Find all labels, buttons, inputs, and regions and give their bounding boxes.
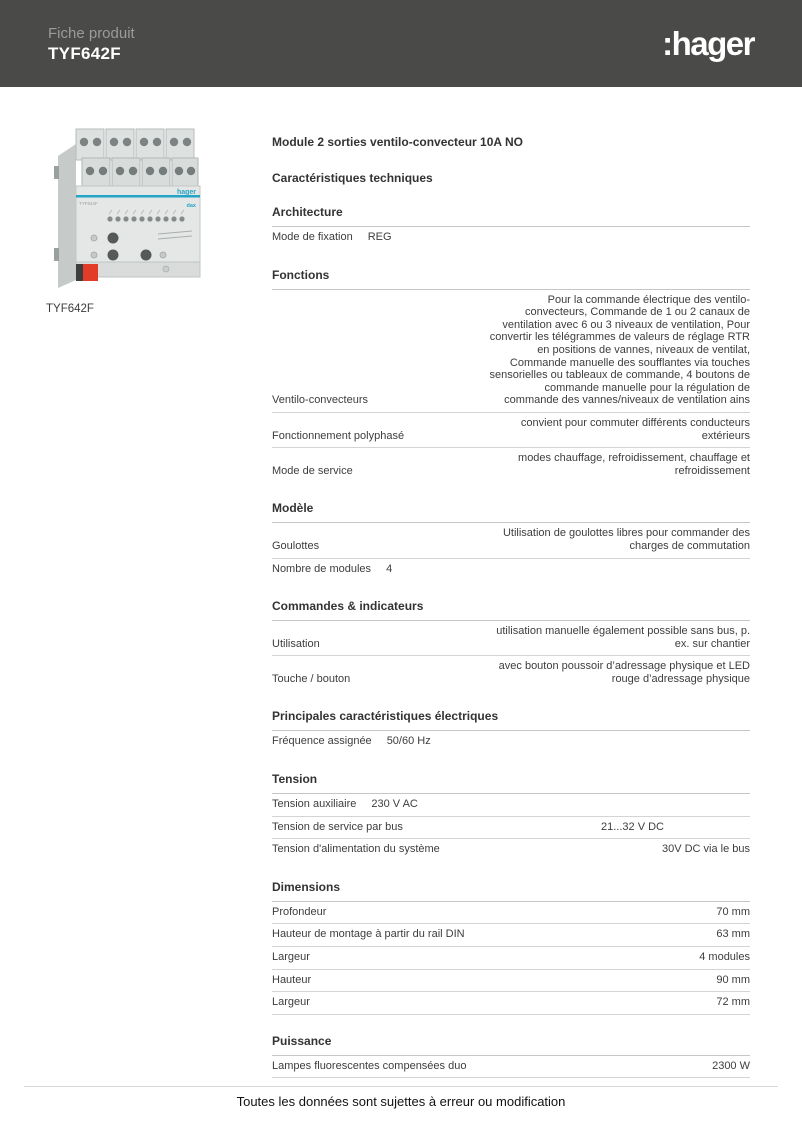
small-indicator bbox=[91, 235, 97, 241]
spec-label: Tension de service par bus bbox=[272, 820, 403, 833]
spec-label: Goulottes bbox=[272, 539, 320, 552]
spec-label: Hauteur bbox=[272, 973, 312, 986]
spec-value: 72 mm bbox=[716, 996, 750, 1009]
section-puissance bbox=[272, 1034, 750, 1079]
spec-value: Utilisation de goulottes libres pour commander des charges de commutation bbox=[502, 527, 750, 552]
spec-value: 63 mm bbox=[716, 928, 750, 941]
hager-logo: :hager bbox=[662, 24, 754, 62]
spec-row-tension-auxiliaire bbox=[272, 794, 750, 817]
section-heading: Commandes & indicateurs bbox=[272, 599, 750, 621]
bus-connector-red bbox=[83, 264, 98, 281]
din-clip bbox=[54, 166, 59, 179]
doc-type-label: Fiche produit bbox=[48, 24, 135, 42]
spec-value: 90 mm bbox=[716, 973, 750, 986]
section-heading: Dimensions bbox=[272, 880, 750, 902]
spec-label: Hauteur de montage à partir du rail DIN bbox=[272, 928, 465, 941]
spec-row-profondeur bbox=[272, 902, 750, 925]
spec-row-largeur bbox=[272, 992, 750, 1015]
section-architecture bbox=[272, 205, 750, 249]
spec-label: Profondeur bbox=[272, 905, 327, 918]
spec-value: convient pour commuter différents conducteurs extérieurs bbox=[520, 416, 750, 442]
page-header bbox=[0, 0, 802, 87]
spec-value: REG bbox=[367, 231, 392, 243]
section-fonctions bbox=[272, 268, 750, 483]
spec-row-tension-de-service-par-bus bbox=[272, 817, 750, 840]
spec-value: 4 bbox=[386, 562, 393, 575]
spec-row-mode-de-service bbox=[272, 448, 750, 482]
small-indicator bbox=[160, 252, 166, 258]
spec-row-nombre-de-modules bbox=[272, 559, 750, 581]
spec-row-lampes-fluorescentes-compensees-duo bbox=[272, 1056, 750, 1079]
spec-row-hauteur bbox=[272, 970, 750, 993]
section-commandes-indicateurs bbox=[272, 599, 750, 690]
product-image bbox=[46, 124, 206, 290]
section-heading: Tension bbox=[272, 772, 750, 794]
module-brand-text: hager bbox=[176, 189, 196, 196]
module-subbrand-text: dax bbox=[186, 203, 196, 209]
spec-row-ventilo-convecteurs bbox=[272, 290, 750, 413]
footer-divider bbox=[24, 1086, 778, 1087]
content-column bbox=[272, 87, 750, 1078]
section-modele bbox=[272, 501, 750, 580]
header-titles bbox=[48, 24, 135, 64]
product-image-caption: TYF642F bbox=[46, 303, 94, 315]
footer-disclaimer: Toutes les données sont sujettes à erreur ou modification bbox=[236, 1094, 566, 1109]
module-button bbox=[141, 250, 152, 261]
spec-label: Touche / bouton bbox=[272, 672, 351, 685]
spec-row-fonctionnement-polyphase bbox=[272, 413, 750, 448]
section-heading: Fonctions bbox=[272, 268, 750, 290]
spec-value: Pour la commande électrique des ventilo-convecteurs, Commande de 1 ou 2 canaux de ventilation avec 6 ou 3 niveaux de ventilation, Pour convertir les télégrammes de valeurs de réglage RTR en positions de vannes, niveaux de ventilat, Commande manuelle des soufflantes via touches sensorielles ou tableaux de commande, 4 boutons de commande manuelle pour la régulation de commande des vannes/niveaux de ventilation ains bbox=[489, 293, 750, 407]
spec-label: Largeur bbox=[272, 996, 310, 1009]
spec-label: Nombre de modules bbox=[272, 562, 372, 575]
spec-value: 21...32 V DC bbox=[601, 820, 664, 833]
spec-label: Lampes fluorescentes compensées duo bbox=[272, 1059, 467, 1072]
spec-sections bbox=[272, 205, 750, 1078]
spec-row-mode-de-fixation bbox=[272, 227, 750, 249]
spec-row-tension-d-alimentation-du-systeme bbox=[272, 839, 750, 861]
spec-row-touche-bouton bbox=[272, 656, 750, 690]
product-column bbox=[46, 124, 216, 315]
spec-value: 230 V AC bbox=[371, 798, 418, 811]
bus-connector-dark bbox=[76, 264, 84, 281]
spec-value: 2300 W bbox=[712, 1059, 750, 1072]
section-heading: Principales caractéristiques électriques bbox=[272, 709, 750, 731]
spec-label: Tension d'alimentation du système bbox=[272, 843, 440, 856]
spec-row-goulottes bbox=[272, 523, 750, 558]
spec-value: 50/60 Hz bbox=[386, 735, 431, 748]
module-button bbox=[108, 233, 119, 244]
product-reference: TYF642F bbox=[48, 43, 121, 63]
ledge-screw bbox=[163, 266, 169, 272]
spec-value: 30V DC via le bus bbox=[661, 843, 750, 856]
small-indicator bbox=[91, 252, 97, 258]
page-subtitle: Caractéristiques techniques bbox=[272, 171, 433, 185]
section-dimensions bbox=[272, 880, 750, 1015]
spec-row-hauteur-de-montage-a-partir-du-rail-din bbox=[272, 924, 750, 947]
module-ref-text: TYF642F bbox=[79, 201, 98, 206]
section-heading: Architecture bbox=[272, 205, 750, 227]
section-tension bbox=[272, 772, 750, 861]
spec-label: Mode de fixation bbox=[272, 231, 353, 243]
section-principales-caracteristiques-electriques bbox=[272, 709, 750, 753]
terminal-row-lower bbox=[82, 158, 198, 186]
spec-row-utilisation bbox=[272, 621, 750, 656]
module-side-face bbox=[58, 144, 76, 288]
section-heading: Modèle bbox=[272, 501, 750, 523]
din-clip bbox=[54, 248, 59, 261]
spec-value: utilisation manuelle également possible sans bus, p. ex. sur chantier bbox=[496, 625, 750, 650]
spec-label: Mode de service bbox=[272, 464, 353, 477]
spec-label: Fonctionnement polyphasé bbox=[272, 429, 405, 442]
spec-label: Largeur bbox=[272, 951, 310, 964]
spec-value: modes chauffage, refroidissement, chauffage et refroidissement bbox=[518, 452, 750, 477]
module-button bbox=[108, 250, 119, 261]
section-heading: Puissance bbox=[272, 1034, 750, 1056]
terminal-row-upper bbox=[76, 129, 194, 160]
spec-label: Ventilo-convecteurs bbox=[272, 394, 368, 407]
spec-value: avec bouton poussoir d’adressage physique et LED rouge d’adressage physique bbox=[498, 660, 750, 685]
spec-row-largeur bbox=[272, 947, 750, 970]
spec-label: Utilisation bbox=[272, 637, 320, 650]
spec-row-frequence-assignee bbox=[272, 731, 750, 753]
spec-value: 70 mm bbox=[716, 905, 750, 918]
spec-label: Tension auxiliaire bbox=[272, 798, 357, 811]
page-title: Module 2 sorties ventilo-convecteur 10A NO bbox=[272, 135, 523, 149]
spec-value: 4 modules bbox=[699, 951, 750, 964]
spec-label: Fréquence assignée bbox=[272, 735, 372, 748]
